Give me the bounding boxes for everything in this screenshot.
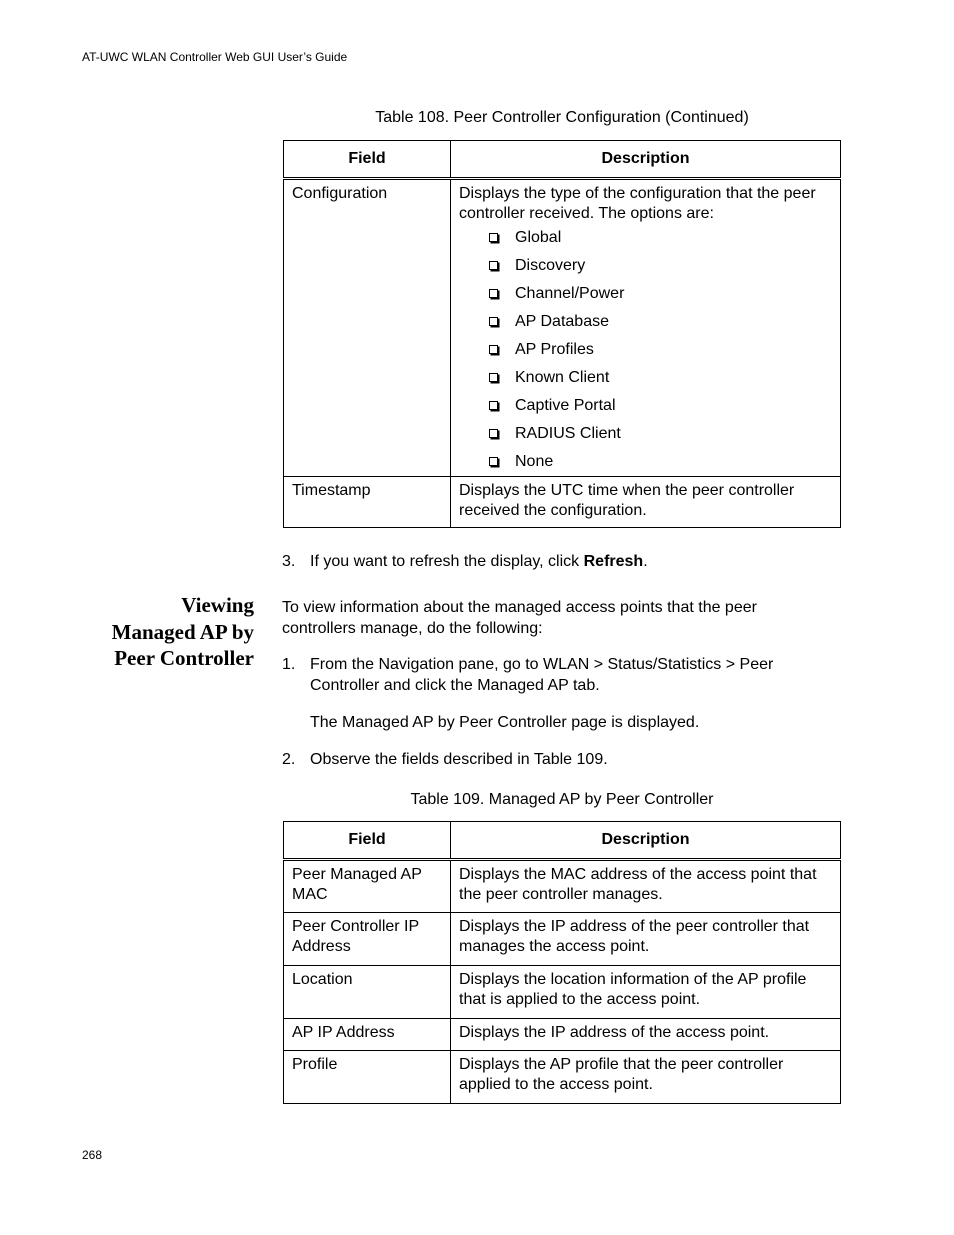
table-row — [284, 1051, 841, 1104]
field-cell: Profile — [284, 1051, 451, 1104]
list-item — [487, 424, 832, 452]
step-number: 2. — [282, 751, 296, 768]
table-108-caption: Table 108. Peer Controller Configuration (Continued) — [375, 109, 749, 126]
description-cell: Displays the location information of the AP profile that is applied to the access point. — [451, 966, 841, 1019]
column-header-field: Field — [284, 822, 451, 860]
field-cell: Timestamp — [284, 477, 451, 528]
heading-line: Managed AP by — [111, 619, 254, 644]
section-heading — [60, 592, 254, 672]
step-1-result: The Managed AP by Peer Controller page is displayed. — [310, 714, 700, 731]
checkbox-bullet-icon — [489, 317, 498, 326]
option-label: Global — [515, 229, 562, 246]
description-cell: Displays the IP address of the peer controller that manages the access point. — [451, 913, 841, 966]
option-label: Discovery — [515, 257, 586, 274]
description-text: Displays the type of the configuration that the peer controller received. The options are: — [459, 185, 816, 222]
field-cell: Peer Managed AP MAC — [284, 860, 451, 913]
option-label: AP Profiles — [515, 341, 594, 358]
option-label: AP Database — [515, 313, 609, 330]
step-text: Observe the fields described in Table 109. — [310, 751, 608, 768]
running-header: AT-UWC WLAN Controller Web GUI User’s Guide — [82, 50, 348, 64]
table-row — [284, 860, 841, 913]
heading-line: Peer Controller — [114, 646, 254, 670]
step-text-plain: If you want to refresh the display, click — [310, 553, 584, 570]
table-header-row — [284, 822, 841, 860]
step-text-end: . — [643, 553, 648, 570]
list-item — [487, 256, 832, 284]
refresh-keyword: Refresh — [583, 553, 644, 570]
table-row — [284, 477, 841, 528]
option-label: None — [515, 453, 554, 470]
option-label: Known Client — [515, 369, 610, 386]
list-item — [487, 312, 832, 340]
step-2 — [282, 749, 842, 770]
description-cell — [451, 179, 841, 477]
list-item — [487, 452, 832, 470]
table-109-caption: Table 109. Managed AP by Peer Controller — [410, 791, 714, 808]
list-item — [487, 228, 832, 256]
description-cell: Displays the AP profile that the peer controller applied to the access point. — [451, 1051, 841, 1104]
field-cell: AP IP Address — [284, 1019, 451, 1051]
checkbox-bullet-icon — [489, 401, 498, 410]
column-header-field: Field — [284, 141, 451, 179]
table-row — [284, 179, 841, 477]
column-header-description: Description — [451, 141, 841, 179]
checkbox-bullet-icon — [489, 429, 498, 438]
checkbox-bullet-icon — [489, 261, 498, 270]
list-item — [487, 396, 832, 424]
list-item — [487, 368, 832, 396]
list-item — [487, 340, 832, 368]
table-header-row — [284, 141, 841, 179]
description-cell: Displays the MAC address of the access point that the peer controller manages. — [451, 860, 841, 913]
description-cell: Displays the IP address of the access point. — [451, 1019, 841, 1051]
checkbox-bullet-icon — [489, 373, 498, 382]
page-number: 268 — [82, 1148, 103, 1162]
section-intro: To view information about the managed access points that the peer controllers manage, do the following: — [282, 599, 757, 637]
field-cell: Configuration — [284, 179, 451, 477]
table-row — [284, 913, 841, 966]
description-cell: Displays the UTC time when the peer controller received the configuration. — [451, 477, 841, 528]
step-number: 3. — [282, 553, 296, 570]
table-row — [284, 966, 841, 1019]
step-text — [310, 551, 648, 572]
options-list — [459, 228, 832, 470]
list-item — [487, 284, 832, 312]
checkbox-bullet-icon — [489, 345, 498, 354]
step-text: From the Navigation pane, go to WLAN > Status/Statistics > Peer Controller and click the Managed AP tab. — [310, 656, 774, 694]
option-label: Captive Portal — [515, 397, 616, 414]
field-cell: Peer Controller IP Address — [284, 913, 451, 966]
column-header-description: Description — [451, 822, 841, 860]
table-109 — [283, 821, 841, 1104]
step-number: 1. — [282, 656, 296, 673]
checkbox-bullet-icon — [489, 233, 498, 242]
heading-line: Viewing — [181, 593, 254, 617]
checkbox-bullet-icon — [489, 289, 498, 298]
field-cell: Location — [284, 966, 451, 1019]
step-1 — [282, 654, 842, 696]
option-label: Channel/Power — [515, 285, 625, 302]
option-label: RADIUS Client — [515, 425, 621, 442]
table-row — [284, 1019, 841, 1051]
checkbox-bullet-icon — [489, 457, 498, 466]
table-108 — [283, 140, 841, 528]
